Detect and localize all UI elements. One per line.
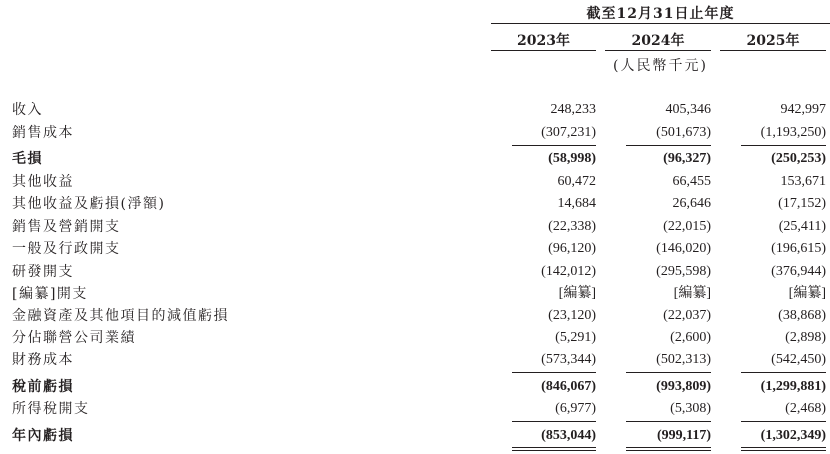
table-row (0, 398, 830, 420)
subtotal-rule (512, 372, 596, 373)
period-header-rule (491, 23, 830, 24)
row-label: 收入 (12, 102, 43, 118)
value-2023: (573,344) (541, 352, 596, 367)
table-row (0, 122, 830, 144)
row-label: 分佔聯營公司業績 (12, 330, 136, 346)
year-header-2025: 2025年 (746, 33, 800, 49)
value-2024: (2,600) (670, 330, 711, 345)
value-2025: (1,302,349) (760, 428, 826, 443)
table-row (0, 171, 830, 193)
value-2025: (2,468) (785, 401, 826, 416)
value-2025: (542,450) (771, 352, 826, 367)
value-2025: (1,299,881) (760, 379, 826, 394)
table-row (0, 238, 830, 260)
row-label: 年內虧損 (12, 428, 74, 444)
row-label: 稅前虧損 (12, 379, 74, 395)
value-2023: 14,684 (557, 196, 596, 211)
value-2023: (5,291) (555, 330, 596, 345)
value-2023: (142,012) (541, 264, 596, 279)
value-2024: 26,646 (672, 196, 711, 211)
table-row (0, 349, 830, 371)
value-2025: (1,193,250) (760, 125, 826, 140)
value-2025: (25,411) (778, 219, 826, 234)
table-row (0, 99, 830, 121)
total-double-rule (741, 447, 826, 451)
value-2025: 942,997 (780, 102, 826, 117)
table-row (0, 376, 830, 398)
subtotal-rule (512, 421, 596, 422)
value-2025: (17,152) (778, 196, 826, 211)
year-header-rule (720, 50, 826, 51)
year-header-2024: 2024年 (631, 33, 685, 49)
value-2023: (853,044) (541, 428, 596, 443)
subtotal-rule (626, 421, 711, 422)
total-double-rule (626, 447, 711, 451)
value-2024: (146,020) (656, 241, 711, 256)
value-2023: (96,120) (548, 241, 596, 256)
value-2024: 66,455 (672, 174, 711, 189)
value-2024: [編纂] (673, 286, 711, 301)
row-label: 其他收益 (12, 174, 74, 190)
value-2023: [編纂] (558, 286, 596, 301)
table-row (0, 305, 830, 327)
value-2023: (846,067) (541, 379, 596, 394)
subtotal-rule (741, 145, 826, 146)
subtotal-rule (741, 421, 826, 422)
subtotal-rule (626, 145, 711, 146)
value-2025: (376,944) (771, 264, 826, 279)
value-2025: (196,615) (771, 241, 826, 256)
value-2024: (22,037) (663, 308, 711, 323)
table-row (0, 327, 830, 349)
value-2024: (993,809) (656, 379, 711, 394)
year-header-rule (605, 50, 711, 51)
year-header-2023: 2023年 (517, 33, 570, 49)
value-2024: 405,346 (665, 102, 711, 117)
subtotal-rule (512, 145, 596, 146)
table-row (0, 216, 830, 238)
table-row (0, 261, 830, 283)
table-row (0, 193, 830, 215)
total-double-rule (512, 447, 596, 451)
row-label: 所得稅開支 (12, 401, 90, 417)
row-label: 財務成本 (12, 352, 74, 368)
subtotal-rule (626, 372, 711, 373)
period-header: 截至12月31日止年度 (586, 6, 735, 22)
row-label: 銷售及營銷開支 (12, 219, 121, 235)
row-label: 毛損 (12, 151, 43, 167)
value-2023: 60,472 (557, 174, 596, 189)
value-2025: (2,898) (785, 330, 826, 345)
value-2024: (96,327) (663, 151, 711, 166)
row-label: 其他收益及虧損(淨額) (12, 196, 166, 212)
value-2024: (22,015) (663, 219, 711, 234)
value-2023: (22,338) (548, 219, 596, 234)
table-row (0, 148, 830, 170)
row-label: 金融資產及其他項目的減值虧損 (12, 308, 229, 324)
row-label: 一般及行政開支 (12, 241, 121, 257)
subtotal-rule (741, 372, 826, 373)
value-2025: (250,253) (771, 151, 826, 166)
row-label: 研發開支 (12, 264, 74, 280)
value-2025: [編纂] (788, 286, 826, 301)
year-header-rule (491, 50, 596, 51)
value-2024: (999,117) (656, 428, 711, 443)
table-row (0, 283, 830, 305)
row-label: 銷售成本 (12, 125, 74, 141)
value-2023: (58,998) (548, 151, 596, 166)
value-2025: 153,671 (780, 174, 826, 189)
value-2024: (5,308) (670, 401, 711, 416)
value-2023: (6,977) (555, 401, 596, 416)
value-2023: (307,231) (541, 125, 596, 140)
row-label: [編纂]開支 (12, 286, 88, 302)
value-2024: (295,598) (656, 264, 711, 279)
value-2025: (38,868) (778, 308, 826, 323)
value-2023: (23,120) (548, 308, 596, 323)
value-2024: (501,673) (656, 125, 711, 140)
unit-label: (人民幣千元) (613, 58, 708, 74)
value-2024: (502,313) (656, 352, 711, 367)
value-2023: 248,233 (550, 102, 596, 117)
table-row (0, 425, 830, 447)
